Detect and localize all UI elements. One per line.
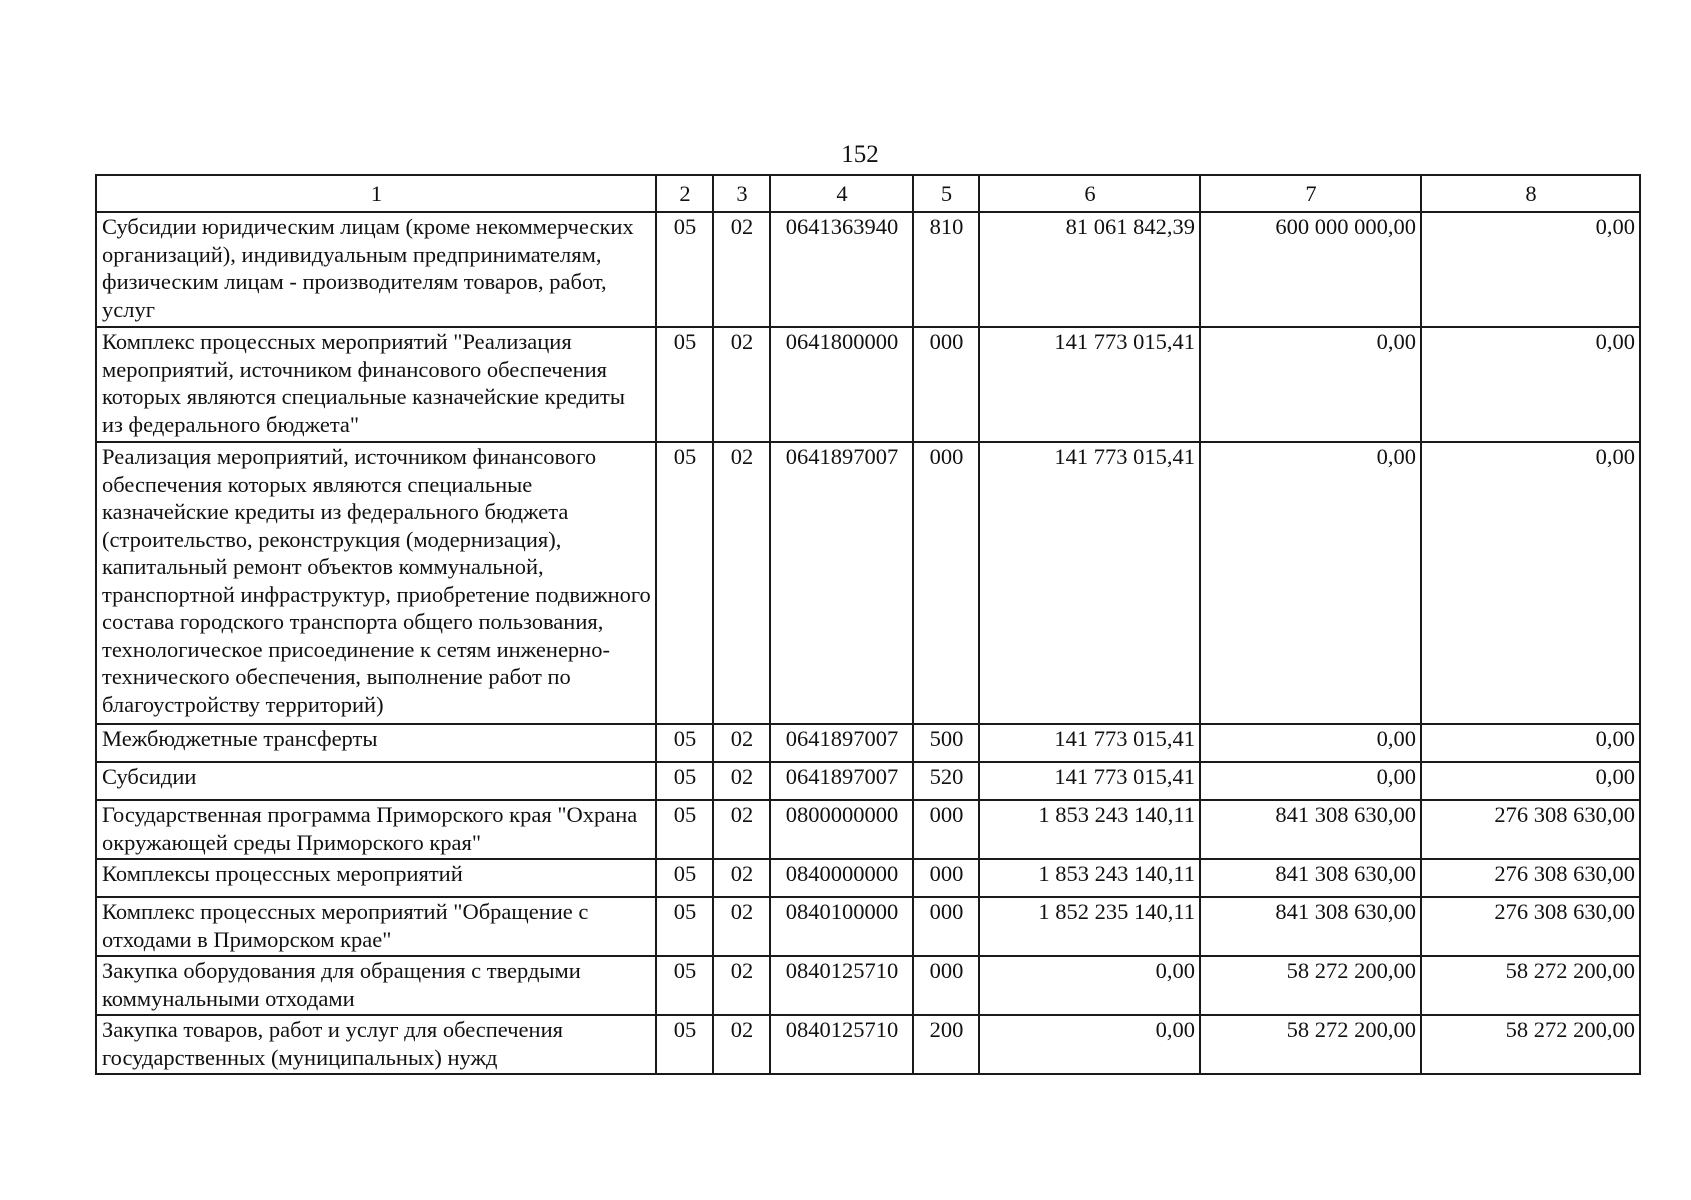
amount-col-7: 0,00 [1200, 724, 1421, 762]
table-row [96, 859, 1640, 897]
amount-col-8: 58 272 200,00 [1421, 1015, 1640, 1074]
table-row [96, 442, 1640, 724]
column-header-3: 3 [713, 175, 770, 212]
row-name: Комплексы процессных мероприятий [96, 859, 656, 897]
section-code: 05 [656, 762, 713, 800]
table-row [96, 327, 1640, 442]
column-header-7: 7 [1200, 175, 1421, 212]
target-article-code: 0840100000 [770, 897, 913, 956]
amount-col-6: 1 853 243 140,11 [979, 800, 1200, 859]
column-header-8: 8 [1421, 175, 1640, 212]
amount-col-8: 0,00 [1421, 762, 1640, 800]
amount-col-7: 600 000 000,00 [1200, 212, 1421, 327]
table-row [96, 1015, 1640, 1074]
section-code: 05 [656, 442, 713, 724]
page-number: 152 [841, 141, 879, 168]
amount-col-7: 841 308 630,00 [1200, 800, 1421, 859]
column-header-5: 5 [913, 175, 979, 212]
amount-col-8: 58 272 200,00 [1421, 956, 1640, 1015]
subsection-code: 02 [713, 762, 770, 800]
expense-type-code: 000 [913, 800, 979, 859]
table-row [96, 800, 1640, 859]
section-code: 05 [656, 1015, 713, 1074]
expense-type-code: 000 [913, 897, 979, 956]
expense-type-code: 000 [913, 956, 979, 1015]
amount-col-7: 58 272 200,00 [1200, 956, 1421, 1015]
amount-col-7: 841 308 630,00 [1200, 897, 1421, 956]
amount-col-7: 0,00 [1200, 762, 1421, 800]
target-article-code: 0641897007 [770, 762, 913, 800]
target-article-code: 0641800000 [770, 327, 913, 442]
expense-type-code: 810 [913, 212, 979, 327]
subsection-code: 02 [713, 327, 770, 442]
amount-col-6: 141 773 015,41 [979, 762, 1200, 800]
amount-col-7: 0,00 [1200, 442, 1421, 724]
row-name: Субсидии [96, 762, 656, 800]
amount-col-7: 58 272 200,00 [1200, 1015, 1421, 1074]
row-name: Государственная программа Приморского края "Охрана окружающей среды Приморского края" [96, 800, 656, 859]
subsection-code: 02 [713, 897, 770, 956]
row-name: Межбюджетные трансферты [96, 724, 656, 762]
section-code: 05 [656, 956, 713, 1015]
budget-table [95, 174, 1641, 1075]
header-row [96, 175, 1640, 212]
amount-col-8: 0,00 [1421, 327, 1640, 442]
row-name: Закупка товаров, работ и услуг для обеспечения государственных (муниципальных) нужд [96, 1015, 656, 1074]
amount-col-6: 141 773 015,41 [979, 724, 1200, 762]
expense-type-code: 000 [913, 327, 979, 442]
row-name: Комплекс процессных мероприятий "Обращение с отходами в Приморском крае" [96, 897, 656, 956]
amount-col-6: 1 853 243 140,11 [979, 859, 1200, 897]
column-header-4: 4 [770, 175, 913, 212]
amount-col-6: 141 773 015,41 [979, 327, 1200, 442]
expense-type-code: 000 [913, 442, 979, 724]
column-header-6: 6 [979, 175, 1200, 212]
table-row [96, 762, 1640, 800]
subsection-code: 02 [713, 956, 770, 1015]
amount-col-6: 141 773 015,41 [979, 442, 1200, 724]
subsection-code: 02 [713, 724, 770, 762]
amount-col-6: 0,00 [979, 1015, 1200, 1074]
row-name: Закупка оборудования для обращения с твердыми коммунальными отходами [96, 956, 656, 1015]
subsection-code: 02 [713, 442, 770, 724]
section-code: 05 [656, 327, 713, 442]
amount-col-8: 276 308 630,00 [1421, 859, 1640, 897]
subsection-code: 02 [713, 212, 770, 327]
table-row [96, 212, 1640, 327]
row-name: Комплекс процессных мероприятий "Реализация мероприятий, источником финансового обеспечения которых являются специальные казначейские кредиты из федерального бюджета" [96, 327, 656, 442]
row-name: Реализация мероприятий, источником финансового обеспечения которых являются специальные казначейские кредиты из федерального бюджета (строительство, реконструкция (модернизация), капитальный ремонт объектов коммунальной, транспортной инфраструктур, приобретение подвижного состава городского транспорта общего пользования, технологическое присоединение к сетям инженерно-технического обеспечения, выполнение работ по благоустройству территорий) [96, 442, 656, 724]
amount-col-8: 276 308 630,00 [1421, 897, 1640, 956]
amount-col-8: 0,00 [1421, 442, 1640, 724]
target-article-code: 0641363940 [770, 212, 913, 327]
table-row [96, 956, 1640, 1015]
amount-col-7: 841 308 630,00 [1200, 859, 1421, 897]
amount-col-6: 0,00 [979, 956, 1200, 1015]
target-article-code: 0840125710 [770, 1015, 913, 1074]
section-code: 05 [656, 897, 713, 956]
section-code: 05 [656, 212, 713, 327]
target-article-code: 0840125710 [770, 956, 913, 1015]
section-code: 05 [656, 724, 713, 762]
amount-col-6: 81 061 842,39 [979, 212, 1200, 327]
amount-col-8: 0,00 [1421, 724, 1640, 762]
row-name: Субсидии юридическим лицам (кроме некоммерческих организаций), индивидуальным предпринимателям, физическим лицам - производителям товаров, работ, услуг [96, 212, 656, 327]
column-header-2: 2 [656, 175, 713, 212]
expense-type-code: 000 [913, 859, 979, 897]
target-article-code: 0641897007 [770, 724, 913, 762]
subsection-code: 02 [713, 1015, 770, 1074]
expense-type-code: 500 [913, 724, 979, 762]
section-code: 05 [656, 859, 713, 897]
expense-type-code: 520 [913, 762, 979, 800]
amount-col-8: 276 308 630,00 [1421, 800, 1640, 859]
amount-col-6: 1 852 235 140,11 [979, 897, 1200, 956]
target-article-code: 0641897007 [770, 442, 913, 724]
table-row [96, 724, 1640, 762]
target-article-code: 0800000000 [770, 800, 913, 859]
subsection-code: 02 [713, 800, 770, 859]
amount-col-7: 0,00 [1200, 327, 1421, 442]
amount-col-8: 0,00 [1421, 212, 1640, 327]
target-article-code: 0840000000 [770, 859, 913, 897]
column-header-1: 1 [96, 175, 656, 212]
expense-type-code: 200 [913, 1015, 979, 1074]
section-code: 05 [656, 800, 713, 859]
table-row [96, 897, 1640, 956]
subsection-code: 02 [713, 859, 770, 897]
